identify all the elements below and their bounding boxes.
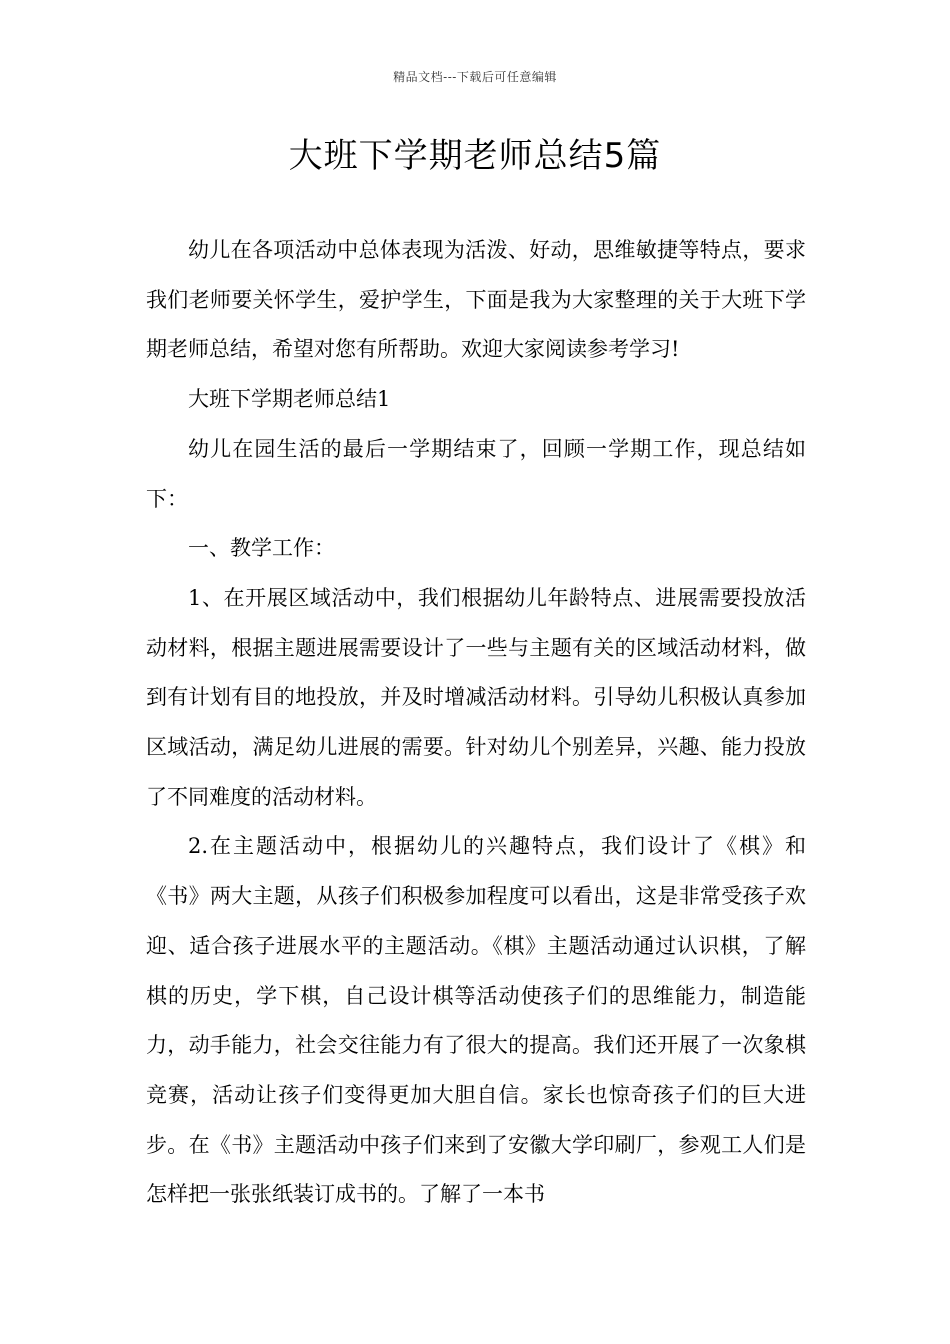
subsection-heading: 一、教学工作： (188, 536, 335, 561)
section-heading: 大班下学期老师总结1 (188, 387, 391, 412)
intro-paragraph: 幼儿在各项活动中总体表现为活泼、好动，思维敏捷等特点，要求我们老师要关怀学生，爱护学生，下面是我为大家整理的关于大班下学期老师总结，希望对您有所帮助。欢迎大家阅读参考学习! (146, 238, 806, 362)
body-paragraph: 2.在主题活动中，根据幼儿的兴趣特点，我们设计了《棋》和《书》两大主题，从孩子们积极参加程度可以看出，这是非常受孩子欢迎、适合孩子进展水平的主题活动。《棋》主题活动通过认识棋，了解棋的历史，学下棋，自己设计棋等活动使孩子们的思维能力，制造能力，动手能力，社会交往能力有了很大的提高。我们还开展了一次象棋竞赛，活动让孩子们变得更加大胆自信。家长也惊奇孩子们的巨大进步。在《书》主题活动中孩子们来到了安徽大学印刷厂，参观工人们是怎样把一张张纸装订成书的。了解了一本书 (146, 834, 806, 1207)
body-paragraph: 1、在开展区域活动中，我们根据幼儿年龄特点、进展需要投放活动材料，根据主题进展需要设计了一些与主题有关的区域活动材料，做到有计划有目的地投放，并及时增减活动材料。引导幼儿积极认真参加区域活动，满足幼儿进展的需要。针对幼儿个别差异，兴趣、能力投放了不同难度的活动材料。 (146, 585, 806, 809)
document-body (146, 226, 806, 1220)
document-title: 大班下学期老师总结5篇 (288, 136, 662, 176)
body-paragraph: 幼儿在园生活的最后一学期结束了，回顾一学期工作，现总结如下： (146, 436, 806, 511)
header-note: 精品文档---下载后可任意编辑 (393, 70, 557, 84)
